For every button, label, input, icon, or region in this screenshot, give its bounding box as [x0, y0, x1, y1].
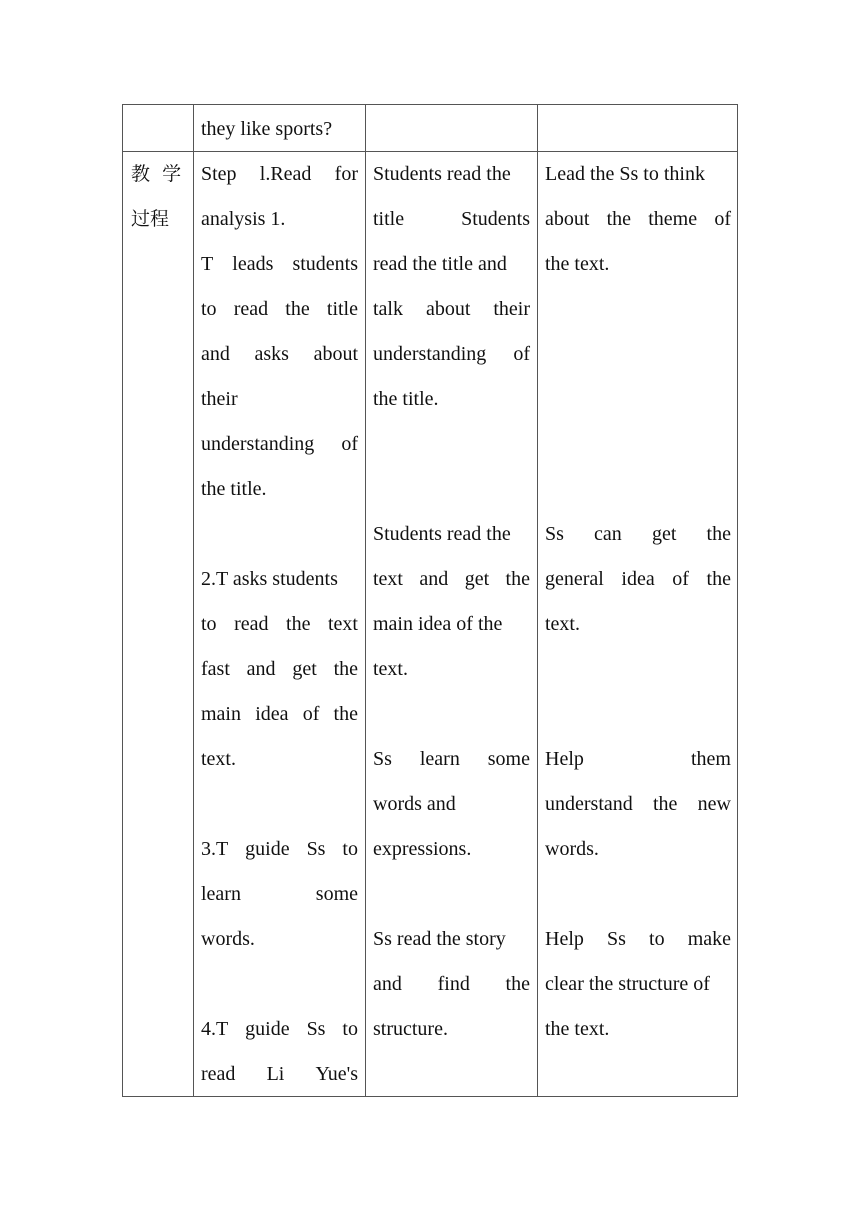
student-activity-line-word: of	[513, 343, 530, 365]
purpose-line-word: words.	[545, 838, 599, 860]
section-label-line: 教 学	[131, 163, 182, 185]
purpose-line	[545, 197, 731, 242]
purpose-line	[545, 512, 731, 557]
teacher-activity-line-word: Yue's	[315, 1063, 358, 1085]
purpose-line-word: make	[687, 928, 731, 950]
purpose-line-word: understand	[545, 793, 633, 815]
purpose-line-word: can	[594, 523, 622, 545]
purpose-line-word: idea	[621, 568, 655, 590]
student-activity-line-word: read the title and	[373, 253, 507, 275]
teacher-activity-line-word: the	[285, 298, 310, 320]
purpose-line-word: theme	[648, 208, 698, 230]
purpose-line	[545, 647, 731, 692]
student-activity-line	[373, 467, 530, 512]
teacher-activity-line	[201, 152, 358, 197]
student-activity-line-word: Students read the	[373, 523, 511, 545]
teacher-activity-line	[201, 287, 358, 332]
purpose-line	[545, 692, 731, 737]
teacher-activity-line-word: their	[201, 388, 238, 410]
section-label-cell	[131, 152, 187, 242]
student-activity-line-word: Students	[461, 208, 530, 230]
purpose-line-word: the text.	[545, 253, 610, 275]
student-activity-line-word: talk	[373, 298, 403, 320]
purpose-line-word: the text.	[545, 1018, 610, 1040]
teacher-activity-line-word: idea	[255, 703, 289, 725]
teacher-activity-line	[201, 1007, 358, 1052]
teacher-activity-line-word: Li	[266, 1063, 285, 1085]
teacher-activity-line-word: some	[315, 883, 358, 905]
teacher-activity-cell	[201, 152, 358, 1097]
student-activity-line	[373, 377, 530, 422]
teacher-activity-line	[201, 647, 358, 692]
student-activity-line-word: and	[373, 973, 402, 995]
section-label-line: 过程	[131, 208, 170, 230]
teacher-activity-line	[201, 242, 358, 287]
student-activity-line-word: title	[373, 208, 405, 230]
student-activity-line	[373, 197, 530, 242]
teacher-activity-line-word: leads	[232, 253, 274, 275]
student-activity-line-word: Ss read the story	[373, 928, 506, 950]
purpose-line	[545, 152, 731, 197]
student-activity-line-word: main idea of the	[373, 613, 503, 635]
teacher-activity-line-word: and	[246, 658, 276, 680]
student-activity-line-word: Students read the	[373, 163, 511, 185]
purpose-line-word: clear the structure of	[545, 973, 710, 995]
teacher-activity-line-word: about	[313, 343, 358, 365]
teacher-activity-line-word: l.Read	[259, 163, 312, 185]
teacher-activity-line	[201, 962, 358, 1007]
student-activity-line-word: structure.	[373, 1018, 448, 1040]
teacher-activity-line-word: text	[327, 613, 358, 635]
purpose-line	[545, 557, 731, 602]
teacher-activity-line-word: read	[234, 613, 269, 635]
teacher-activity-line-word: the	[333, 703, 358, 725]
column-divider-1	[193, 105, 194, 1096]
teacher-activity-line-word: fast	[201, 658, 230, 680]
teacher-activity-line-word: main	[201, 703, 241, 725]
teacher-activity-line-word: of	[341, 433, 358, 455]
teacher-activity-line	[201, 602, 358, 647]
purpose-line-word: Help	[545, 748, 584, 770]
teacher-activity-line-word: the title.	[201, 478, 267, 500]
teacher-activity-line	[201, 737, 358, 782]
teacher-activity-line-word: guide	[245, 1018, 290, 1040]
teacher-activity-line-word: to	[342, 1018, 358, 1040]
student-activity-line	[373, 557, 530, 602]
teacher-activity-line-word: 4.T	[201, 1018, 229, 1040]
teacher-activity-line-word: read	[233, 298, 269, 320]
purpose-line	[545, 422, 731, 467]
teacher-activity-line	[201, 197, 358, 242]
student-activity-line-word: about	[425, 298, 471, 320]
purpose-line-word: of	[672, 568, 689, 590]
teacher-activity-line-word: asks	[254, 343, 289, 365]
student-activity-line	[373, 287, 530, 332]
purpose-line	[545, 872, 731, 917]
row1-col2-text: they like sports?	[201, 118, 333, 140]
teacher-activity-line-word: to	[342, 838, 358, 860]
purpose-line-word: get	[651, 523, 677, 545]
student-activity-line	[373, 242, 530, 287]
student-activity-line-word: find	[437, 973, 470, 995]
student-activity-line	[373, 1007, 530, 1052]
purpose-line-word: the	[606, 208, 632, 230]
teacher-activity-line	[201, 917, 358, 962]
student-activity-line	[373, 692, 530, 737]
teacher-activity-line-word: T	[201, 253, 214, 275]
purpose-cell	[545, 152, 731, 1052]
teacher-activity-line-word: of	[302, 703, 320, 725]
teacher-activity-line	[201, 557, 358, 602]
teacher-activity-line-word: guide	[245, 838, 290, 860]
teacher-activity-line-word: the	[333, 658, 358, 680]
student-activity-line	[373, 827, 530, 872]
teacher-activity-line	[201, 422, 358, 467]
purpose-line	[545, 377, 731, 422]
student-activity-line	[373, 602, 530, 647]
purpose-line-word: Lead the Ss to think	[545, 163, 705, 185]
teacher-activity-line	[201, 1052, 358, 1097]
student-activity-line-word: the title.	[373, 388, 439, 410]
student-activity-line	[373, 737, 530, 782]
teacher-activity-line	[201, 377, 358, 422]
student-activity-cell	[373, 152, 530, 1052]
purpose-line	[545, 602, 731, 647]
teacher-activity-line-word: get	[292, 658, 317, 680]
purpose-line	[545, 242, 731, 287]
student-activity-line	[373, 422, 530, 467]
purpose-line-word: to	[649, 928, 665, 950]
student-activity-line-word: some	[487, 748, 530, 770]
purpose-line-word: the	[653, 793, 678, 815]
student-activity-line	[373, 152, 530, 197]
teacher-activity-line	[201, 827, 358, 872]
teacher-activity-line	[201, 467, 358, 512]
student-activity-line	[373, 512, 530, 557]
teacher-activity-line	[201, 872, 358, 917]
teacher-activity-line-word: Step	[201, 163, 237, 185]
purpose-line	[545, 962, 731, 1007]
teacher-activity-line-word: to	[201, 298, 217, 320]
purpose-line-word: text.	[545, 613, 580, 635]
student-activity-line	[373, 332, 530, 377]
purpose-line-word: new	[697, 793, 731, 815]
purpose-line	[545, 737, 731, 782]
student-activity-line	[373, 872, 530, 917]
student-activity-line-word: the	[505, 568, 530, 590]
teacher-activity-line-word: to	[201, 613, 217, 635]
teacher-activity-line-word: 3.T	[201, 838, 229, 860]
purpose-line	[545, 1007, 731, 1052]
student-activity-line-word: Ss	[373, 748, 392, 770]
teacher-activity-line-word: understanding	[201, 433, 315, 455]
purpose-line	[545, 287, 731, 332]
teacher-activity-line-word: students	[292, 253, 358, 275]
student-activity-line	[373, 917, 530, 962]
teacher-activity-line-word: read	[201, 1063, 236, 1085]
purpose-line-word: about	[545, 208, 590, 230]
teacher-activity-line-word: title	[326, 298, 358, 320]
student-activity-line-word: words and	[373, 793, 456, 815]
student-activity-line-word: text	[373, 568, 403, 590]
purpose-line-word: Ss	[607, 928, 626, 950]
teacher-activity-line-word: Ss	[306, 838, 326, 860]
student-activity-line	[373, 962, 530, 1007]
purpose-line	[545, 332, 731, 377]
purpose-line-word: the	[706, 568, 731, 590]
purpose-line-word: Help	[545, 928, 584, 950]
purpose-line	[545, 917, 731, 962]
student-activity-line-word: text.	[373, 658, 408, 680]
student-activity-line-word: learn	[419, 748, 460, 770]
student-activity-line	[373, 647, 530, 692]
student-activity-line-word: the	[505, 973, 530, 995]
teacher-activity-line-word: for	[334, 163, 358, 185]
purpose-line	[545, 827, 731, 872]
purpose-line	[545, 467, 731, 512]
teacher-activity-line	[201, 512, 358, 557]
student-activity-line	[373, 782, 530, 827]
lesson-plan-table	[122, 104, 738, 1097]
row1-col2-cell	[201, 107, 359, 152]
teacher-activity-line-word: Ss	[306, 1018, 326, 1040]
purpose-line-word: general	[545, 568, 604, 590]
student-activity-line-word: expressions.	[373, 838, 472, 860]
student-activity-line-word: get	[464, 568, 490, 590]
teacher-activity-line-word: learn	[201, 883, 241, 905]
purpose-line-word: the	[706, 523, 731, 545]
teacher-activity-line	[201, 332, 358, 377]
teacher-activity-line-word: the	[286, 613, 311, 635]
teacher-activity-line-word: words.	[201, 928, 255, 950]
column-divider-2	[365, 105, 366, 1096]
teacher-activity-line	[201, 692, 358, 737]
student-activity-line-word: their	[493, 298, 530, 320]
purpose-line	[545, 782, 731, 827]
purpose-line-word: them	[691, 748, 731, 770]
purpose-line-word: Ss	[545, 523, 564, 545]
teacher-activity-line-word: 2.T asks students	[201, 568, 338, 590]
student-activity-line-word: understanding	[373, 343, 487, 365]
purpose-line-word: of	[714, 208, 731, 230]
column-divider-3	[537, 105, 538, 1096]
teacher-activity-line-word: and	[201, 343, 230, 365]
student-activity-line-word: and	[419, 568, 449, 590]
teacher-activity-line-word: text.	[201, 748, 236, 770]
teacher-activity-line-word: analysis 1.	[201, 208, 286, 230]
teacher-activity-line	[201, 782, 358, 827]
